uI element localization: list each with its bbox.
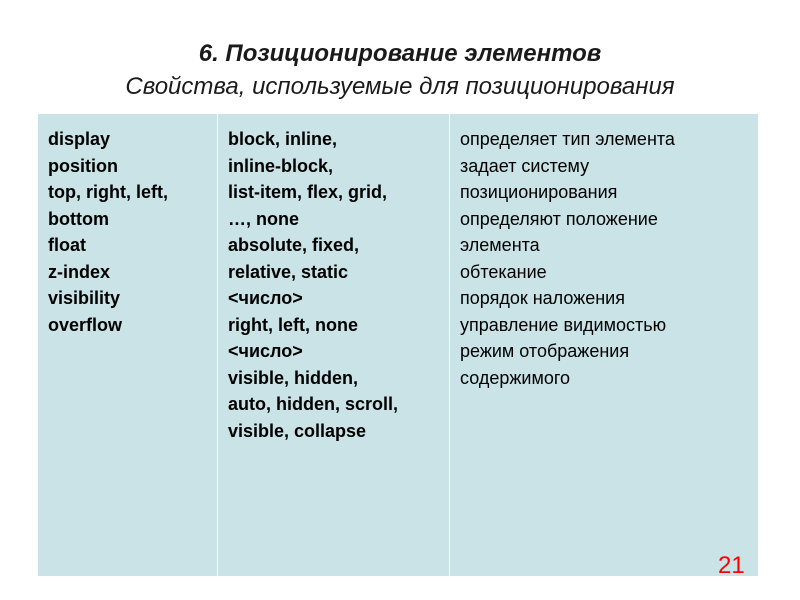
- table-cell: auto, hidden, scroll,: [228, 394, 399, 414]
- table-cell: …, none: [228, 208, 299, 229]
- table-cell: позиционирования: [460, 182, 618, 202]
- table-cell: position: [48, 155, 118, 176]
- page-number: 21: [718, 552, 745, 579]
- slide-title: [0, 38, 800, 104]
- title-heading: 6. Позиционирование элементов: [198, 40, 602, 67]
- table-cell: управление видимостью: [460, 314, 667, 335]
- table-cell: z-index: [48, 261, 111, 282]
- property-name-column: [38, 114, 218, 576]
- table-cell: visibility: [48, 288, 121, 308]
- table-cell: <число>: [228, 288, 303, 308]
- property-values-column: [218, 114, 450, 576]
- properties-table: [38, 114, 758, 576]
- table-cell: relative, static: [228, 261, 349, 282]
- table-cell: inline-block,: [228, 155, 334, 176]
- table-cell: bottom: [48, 208, 109, 229]
- table-cell: элемента: [460, 235, 540, 255]
- table-cell: visible, hidden,: [228, 367, 359, 388]
- title-subheading: Свойства, используемые для позиционирования: [125, 73, 675, 100]
- table-cell: режим отображения: [460, 341, 630, 361]
- table-cell: block, inline,: [228, 129, 338, 149]
- table-cell: list-item, flex, grid,: [228, 182, 388, 202]
- table-cell: top, right, left,: [48, 182, 168, 202]
- table-cell: <число>: [228, 341, 303, 361]
- table-cell: float: [48, 235, 86, 255]
- table-cell: определяют положение: [460, 208, 658, 229]
- table-cell: порядок наложения: [460, 288, 625, 308]
- table-cell: visible, collapse: [228, 420, 367, 441]
- table-cell: определяет тип элемента: [460, 129, 675, 149]
- property-description-column: [450, 114, 758, 576]
- table-cell: задает систему: [460, 155, 590, 176]
- table-cell: right, left, none: [228, 314, 358, 335]
- table-cell: содержимого: [460, 367, 571, 388]
- table-cell: absolute, fixed,: [228, 235, 360, 255]
- table-cell: display: [48, 129, 111, 149]
- table-cell: обтекание: [460, 261, 547, 282]
- table-cell: overflow: [48, 314, 123, 335]
